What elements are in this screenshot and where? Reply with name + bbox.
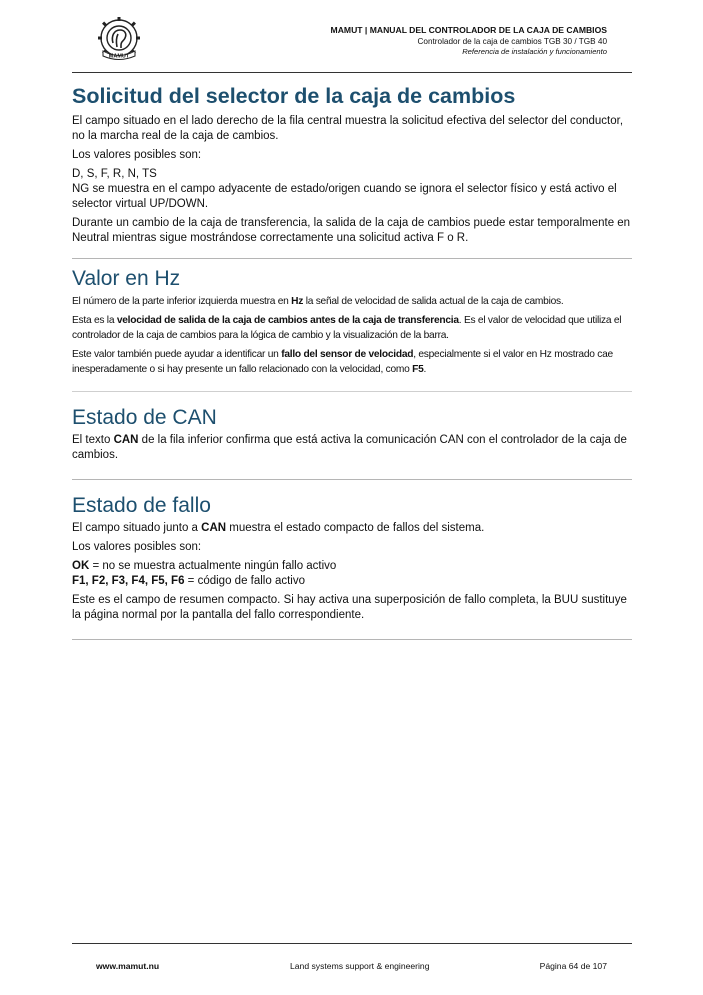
paragraph: El texto CAN de la fila inferior confirma que está activa la comunicación CAN con el controlador de la caja de cambios. [72, 434, 627, 461]
page-header [331, 24, 607, 57]
paragraph: El número de la parte inferior izquierda muestra en Hz la señal de velocidad de salida actual de la caja de cambios. [72, 296, 564, 307]
mamut-logo [94, 16, 144, 62]
page-content [72, 82, 632, 640]
header-subtitle: Controlador de la caja de cambios TGB 30 / TGB 40 [417, 37, 607, 46]
section-divider [72, 391, 632, 392]
paragraph: Este es el campo de resumen compacto. Si hay activa una superposición de fallo completa, la BUU sustituye la página normal por la pantalla del fallo correspondiente. [72, 594, 627, 621]
section-divider [72, 639, 632, 640]
section-divider [72, 479, 632, 480]
section-can-status [72, 406, 632, 463]
fault-codes: F1, F2, F3, F4, F5, F6 [72, 575, 185, 587]
paragraph: El campo situado en el lado derecho de la fila central muestra la solicitud efectiva del selector del conductor, no la marcha real de la caja de cambios. [72, 115, 624, 142]
paragraph: Los valores posibles son: [72, 149, 202, 161]
paragraph: OK = no se muestra actualmente ningún fallo activo F1, F2, F3, F4, F5, F6 = código de fallo activo [72, 560, 337, 587]
footer-tagline: Land systems support & engineering [290, 961, 430, 971]
header-rule [72, 72, 632, 73]
footer-rule [72, 943, 632, 944]
footer-page-number: Página 64 de 107 [539, 961, 607, 971]
section-divider [72, 258, 632, 259]
paragraph: Durante un cambio de la caja de transferencia, la salida de la caja de cambios puede estar temporalmente en Neutral mientras sigue mostrándose correctamente una solicitud activa F o R. [72, 217, 631, 244]
paragraph: Este valor también puede ayudar a identificar un fallo del sensor de velocidad, especialmente si el valor en Hz mostrado cae inesperadamente o si hay presente un fallo relacionado con la velocidad, como F5. [72, 349, 613, 375]
section-heading: Estado de fallo [72, 494, 211, 517]
paragraph: Esta es la velocidad de salida de la caja de cambios antes de la caja de transferencia. Es el valor de velocidad que utiliza el controlador de la caja de cambios para la lógica de cambio y la visualización de la barra. [72, 315, 622, 341]
section-heading: Solicitud del selector de la caja de cambios [72, 84, 516, 108]
header-reference: Referencia de instalación y funcionamiento [462, 47, 607, 56]
section-hz-value [72, 267, 632, 377]
footer-website: www.mamut.nu [96, 961, 160, 971]
ng-note: NG se muestra en el campo adyacente de estado/origen cuando se ignora el selector físico y está activo el selector virtual UP/DOWN. [72, 183, 617, 210]
logo-text: MAMUT [108, 53, 130, 60]
section-selector-request [72, 82, 632, 246]
header-title: MAMUT | MANUAL DEL CONTROLADOR DE LA CAJA DE CAMBIOS [330, 25, 607, 35]
section-heading: Estado de CAN [72, 406, 217, 429]
paragraph: El campo situado junto a CAN muestra el estado compacto de fallos del sistema. [72, 522, 485, 534]
paragraph: Los valores posibles son: [72, 541, 202, 553]
ok-code: OK [72, 560, 90, 572]
selector-values: D, S, F, R, N, TS [72, 168, 157, 180]
paragraph [72, 167, 632, 212]
section-heading: Valor en Hz [72, 267, 181, 290]
section-fault-status [72, 494, 632, 623]
